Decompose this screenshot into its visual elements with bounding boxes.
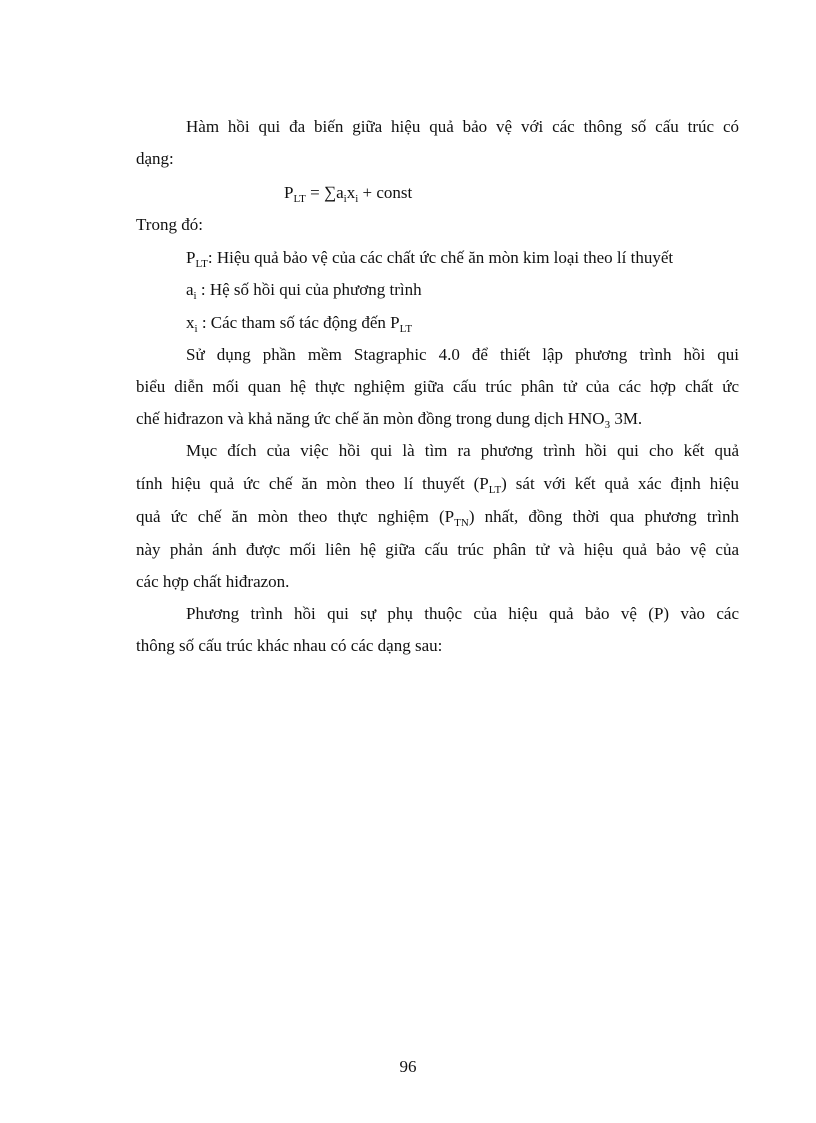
paragraph-1-line-2: dạng:: [136, 149, 174, 168]
plt-subscript: LT: [488, 484, 502, 496]
definition-p-subscript: LT: [195, 258, 208, 270]
page-number: 96: [399, 1057, 417, 1076]
where-label: Trong đó:: [136, 215, 203, 234]
paragraph-3-line-3-end: ) nhất, đồng thời qua phương trình: [468, 507, 739, 526]
definition-p-symbol: P: [186, 248, 196, 267]
paragraph-1-line-1: Hàm hồi qui đa biến giữa hiệu quả bảo vệ với các thông số cấu trúc có: [186, 117, 739, 136]
paragraph-3-line-2: [136, 474, 739, 494]
hno3-subscript: 3: [604, 419, 611, 431]
paragraph-2-line-2: biểu diễn mối quan hệ thực nghiệm giữa cấu trúc phân tử của các hợp chất ức: [136, 377, 739, 396]
definition-p: [186, 248, 673, 268]
document-page: [136, 0, 739, 1123]
regression-formula: [284, 183, 412, 203]
definition-p-text: : Hiệu quả bảo vệ của các chất ức chế ăn mòn kim loại theo lí thuyết: [207, 248, 674, 267]
definition-x-text: : Các tham số tác động đến P: [197, 313, 400, 332]
definition-x-text-subscript: LT: [399, 323, 413, 335]
formula-p: P: [284, 183, 294, 202]
paragraph-3-line-2-end: ) sát với kết quả xác định hiệu: [501, 474, 739, 493]
ptn-subscript: TN: [454, 517, 469, 529]
paragraph-3-line-3: [136, 507, 739, 527]
paragraph-3-line-3-text: quả ức chế ăn mòn theo thực nghiệm (P: [136, 507, 455, 526]
definition-a: [186, 280, 422, 300]
definition-a-symbol: a: [186, 280, 194, 299]
paragraph-3-line-2-text: tính hiệu quả ức chế ăn mòn theo lí thuyết (P: [136, 474, 489, 493]
paragraph-2-line-3-end: 3M.: [610, 409, 643, 428]
paragraph-3-line-4: này phản ánh được mối liên hệ giữa cấu trúc phân tử và hiệu quả bảo vệ của: [136, 540, 739, 559]
formula-sum: = ∑a: [305, 183, 344, 202]
formula-x: x: [346, 183, 356, 202]
formula-a-subscript: i: [343, 193, 347, 205]
formula-p-subscript: LT: [293, 193, 306, 205]
definition-a-subscript: i: [193, 290, 197, 302]
paragraph-4-line-2: thông số cấu trúc khác nhau có các dạng sau:: [136, 636, 443, 655]
paragraph-4-line-1: Phương trình hồi qui sự phụ thuộc của hiệu quả bảo vệ (P) vào các: [186, 604, 739, 623]
paragraph-3-line-5: các hợp chất hiđrazon.: [136, 572, 290, 591]
paragraph-3-line-1: Mục đích của việc hồi qui là tìm ra phương trình hồi qui cho kết quả: [186, 441, 739, 460]
paragraph-2-line-3: [136, 409, 642, 429]
formula-x-subscript: i: [355, 193, 359, 205]
definition-x-symbol: x: [186, 313, 195, 332]
formula-rest: + const: [358, 183, 413, 202]
definition-x-subscript: i: [194, 323, 198, 335]
paragraph-2-line-1: Sử dụng phần mềm Stagraphic 4.0 để thiết lập phương trình hồi qui: [186, 345, 739, 364]
paragraph-2-line-3-text: chế hiđrazon và khả năng ức chế ăn mòn đồng trong dung dịch HNO: [136, 409, 605, 428]
definition-a-text: : Hệ số hồi qui của phương trình: [196, 280, 422, 299]
definition-x: [186, 313, 412, 333]
